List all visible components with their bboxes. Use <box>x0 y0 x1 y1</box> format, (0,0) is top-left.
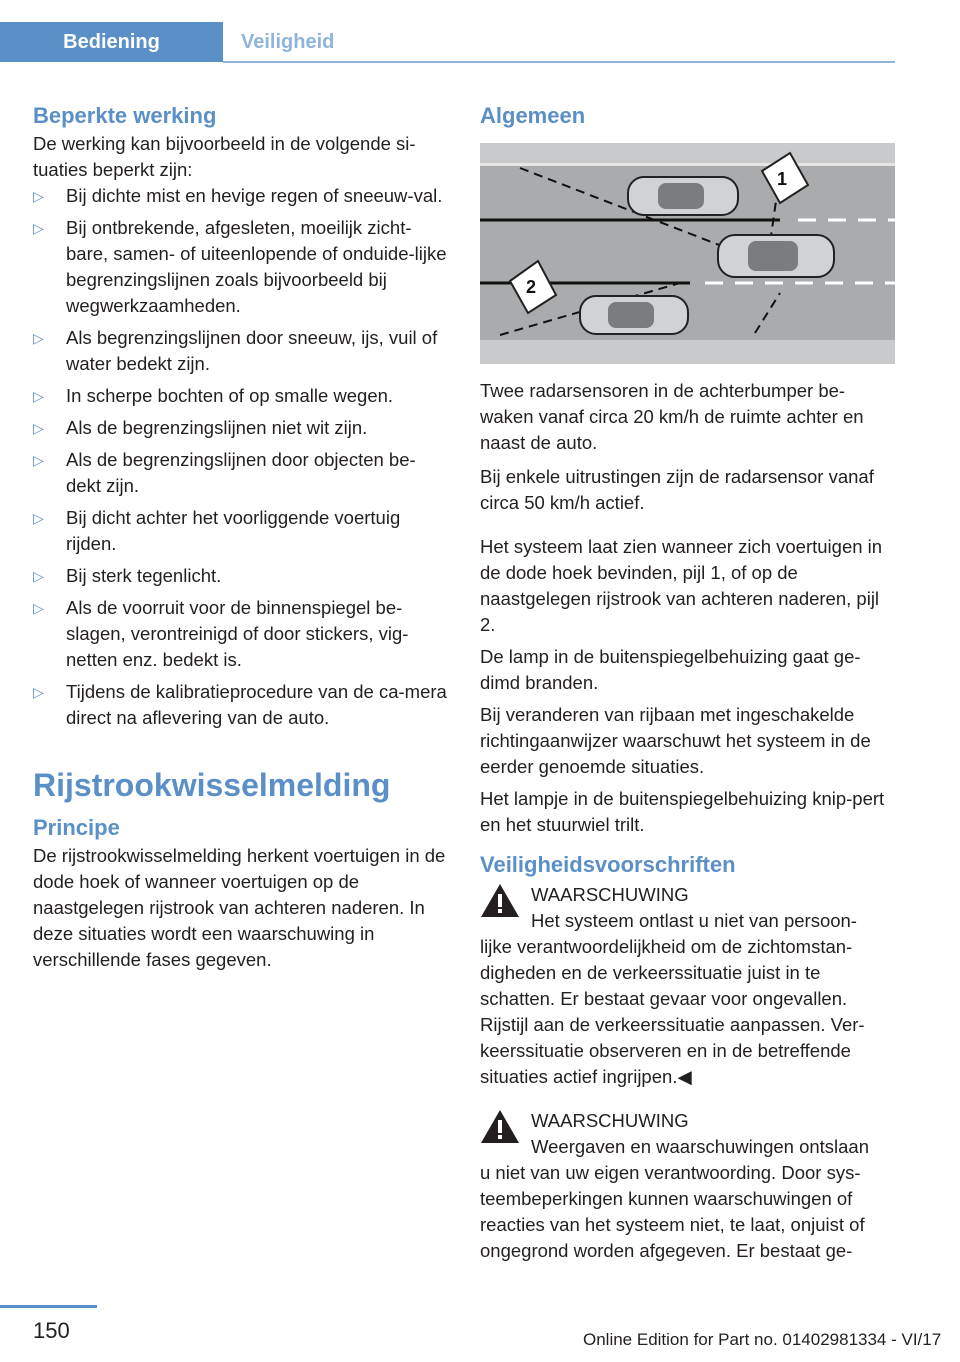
header-tabs <box>0 22 895 62</box>
paragraph: Bij veranderen van rijbaan met ingeschakelde richtingaanwijzer waarschuwt het systeem in de eerder genoemde situaties. <box>480 704 871 777</box>
list-item: ▷ Als de begrenzingslijnen niet wit zijn. <box>33 415 448 441</box>
list-item: ▷ Als begrenzingslijnen door sneeuw, ijs, vuil of water bedekt zijn. <box>33 327 438 374</box>
warning-first-line: Weergaven en waarschuwingen ontslaan <box>531 1136 870 1157</box>
intro-text: De werking kan bijvoorbeeld in de volgende si-tuaties beperkt zijn: <box>33 133 416 180</box>
paragraph: De lamp in de buitenspiegelbehuizing gaat ge-dimd branden. <box>480 646 861 693</box>
warning-title: WAARSCHUWING <box>531 884 689 905</box>
lane-change-illustration <box>480 143 895 364</box>
principe-text: De rijstrookwisselmelding herkent voertuigen in de dode hoek of wanneer voertuigen op de naastgelegen rijstrook van achteren naderen. In deze situaties wordt een waarschuwing in verschillende fases gegeven. <box>33 845 446 970</box>
list-item: ▷ Als de voorruit voor de binnenspiegel be-slagen, verontreinigd of door stickers, vig-netten enz. bedekt is. <box>33 597 409 670</box>
left-column <box>33 101 448 973</box>
heading-algemeen: Algemeen <box>480 103 586 128</box>
paragraph: Het lampje in de buitenspiegelbehuizing knip-pert en het stuurwiel trilt. <box>480 788 885 835</box>
heading-principe: Principe <box>33 815 120 840</box>
list-item: ▷ Bij dichte mist en hevige regen of sneeuw-val. <box>33 183 448 209</box>
car-icon <box>718 235 834 277</box>
list-item: ▷ Bij dicht achter het voorliggende voertuig rijden. <box>33 507 401 554</box>
heading-rijstrookwisselmelding: Rijstrookwisselmelding <box>33 767 391 803</box>
footer-rule <box>0 1305 97 1308</box>
triangle-bullet-icon: ▷ <box>33 510 44 526</box>
triangle-bullet-icon: ▷ <box>33 188 44 204</box>
list-item: ▷ In scherpe bochten of op smalle wegen. <box>33 383 448 409</box>
triangle-bullet-icon: ▷ <box>33 452 44 468</box>
edition-text: Online Edition for Part no. 01402981334 - VI/17 <box>583 1330 942 1349</box>
warning-block <box>480 1108 895 1264</box>
triangle-bullet-icon: ▷ <box>33 220 44 236</box>
warning-first-line: Het systeem ontlast u niet van persoon- <box>531 910 857 931</box>
page-number: 150 <box>33 1318 70 1343</box>
right-column <box>480 101 895 1264</box>
paragraph: Het systeem laat zien wanneer zich voertuigen in de dode hoek bevinden, pijl 1, of op de naastgelegen rijstrook van achteren naderen, pijl 2. <box>480 536 883 635</box>
warning-block <box>480 882 895 1090</box>
warning-text: lijke verantwoordelijkheid om de zichtomstan-digheden en de verkeerssituatie juist in te schatten. Er bestaat gevaar voor ongevallen. Rijstijl aan de verkeerssituatie aanpassen. Ver-keerssituatie observeren en in de betreffende situaties actief ingrijpen.◀ <box>480 936 865 1087</box>
paragraph: Bij enkele uitrustingen zijn de radarsensor vanaf circa 50 km/h actief. <box>480 466 874 513</box>
car-icon <box>628 177 738 215</box>
arrow-label-1: 1 <box>777 169 788 189</box>
road-diagram <box>480 143 895 364</box>
header-divider <box>223 61 895 63</box>
warning-triangle-icon <box>480 1108 520 1144</box>
tab-bediening[interactable]: Bediening <box>0 22 223 62</box>
list-item: ▷ Als de begrenzingslijnen door objecten be-dekt zijn. <box>33 449 416 496</box>
arrow-label-2: 2 <box>526 277 537 297</box>
triangle-bullet-icon: ▷ <box>33 684 44 700</box>
warning-triangle-icon <box>480 882 520 918</box>
warning-text: u niet van uw eigen verantwoording. Door sys-teembeperkingen kunnen waarschuwingen of reacties van het systeem niet, te laat, onjuist of ongegrond worden afgegeven. Er bestaat ge- <box>480 1162 865 1261</box>
tab-veiligheid[interactable]: Veiligheid <box>223 22 895 62</box>
triangle-bullet-icon: ▷ <box>33 600 44 616</box>
list-item: ▷ Bij ontbrekende, afgesleten, moeilijk zicht-bare, samen- of uiteenlopende of onduide-lijke begrenzingslijnen zoals bijvoorbeeld bij wegwerkzaamheden. <box>33 217 447 316</box>
warning-title: WAARSCHUWING <box>531 1110 689 1131</box>
paragraph: Twee radarsensoren in de achterbumper be-waken vanaf circa 20 km/h de ruimte achter en naast de auto. <box>480 380 864 453</box>
heading-veiligheidsvoorschriften: Veiligheidsvoorschriften <box>480 852 736 877</box>
limitations-list <box>33 183 448 731</box>
triangle-bullet-icon: ▷ <box>33 420 44 436</box>
list-item: ▷ Tijdens de kalibratieprocedure van de ca-mera direct na aflevering van de auto. <box>33 681 447 728</box>
heading-beperkte-werking: Beperkte werking <box>33 103 217 128</box>
car-icon <box>580 296 688 334</box>
triangle-bullet-icon: ▷ <box>33 388 44 404</box>
triangle-bullet-icon: ▷ <box>33 330 44 346</box>
list-item: ▷ Bij sterk tegenlicht. <box>33 563 448 589</box>
triangle-bullet-icon: ▷ <box>33 568 44 584</box>
